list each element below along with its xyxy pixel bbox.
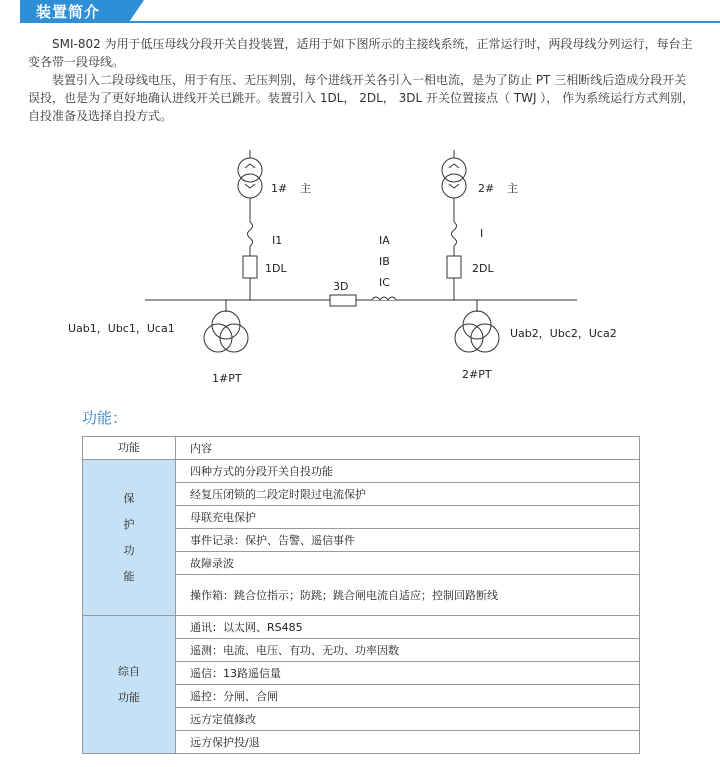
intro-paragraph-2: 装置引入二段母线电压，用于有压、无压判别，每个进线开关各引入一相电流，是为了防止 PT 三相断线后造成分段开关误投，也是为了更好地确认进线开关已跳开。装置引入 1DL， 2DL， 3DL 开关位置接点（ TWJ ）， 作为系统运行方式判别，自投准备及选择自投方式。 bbox=[28, 73, 695, 123]
category-char: 功能 bbox=[118, 690, 140, 704]
category-general bbox=[83, 616, 176, 754]
category-char: 综自 bbox=[118, 664, 140, 678]
pt2-voltage-label: Uab2，Ubc2，Uca2 bbox=[510, 327, 617, 340]
table-header-row bbox=[83, 437, 640, 460]
ct2-label: I bbox=[480, 227, 484, 240]
function-item: 母联充电保护 bbox=[176, 506, 640, 529]
header-underline bbox=[20, 21, 720, 23]
table-row bbox=[83, 616, 640, 639]
transformer-2-lower-coil bbox=[442, 174, 466, 198]
dl3-label: 3D bbox=[333, 280, 349, 293]
header-function: 功能 bbox=[83, 437, 176, 460]
ib-label: IB bbox=[379, 255, 390, 268]
function-item: 遥信：13路遥信量 bbox=[176, 662, 640, 685]
pt-2-coil-a bbox=[463, 311, 491, 339]
ic-label: IC bbox=[379, 276, 390, 289]
function-item: 远方定值修改 bbox=[176, 708, 640, 731]
function-item: 遥测：电流、电压、有功、无功、功率因数 bbox=[176, 639, 640, 662]
t1-lower-mark bbox=[245, 184, 255, 188]
pt1-voltage-label: Uab1，Ubc1，Uca1 bbox=[68, 322, 175, 335]
pt-2-coil-b bbox=[455, 324, 483, 352]
pt-2-coil-c bbox=[471, 324, 499, 352]
ct-abc-icon bbox=[372, 297, 396, 300]
breaker-1dl bbox=[243, 256, 257, 278]
category-char: 护 bbox=[123, 517, 135, 531]
t2-main-label: 主 bbox=[507, 182, 518, 195]
pt2-label: 2#PT bbox=[462, 368, 492, 381]
wiring-diagram bbox=[0, 140, 720, 400]
pt-1-coil-c bbox=[220, 324, 248, 352]
functions-title: 功能： bbox=[82, 409, 128, 427]
function-item: 故障录波 bbox=[176, 552, 640, 575]
category-char: 保 bbox=[123, 491, 135, 505]
table-row bbox=[83, 460, 640, 483]
t2-label: 2# bbox=[478, 182, 495, 195]
transformer-1-upper-coil bbox=[238, 158, 262, 182]
function-item: 四种方式的分段开关自投功能 bbox=[176, 460, 640, 483]
function-item: 通讯：以太网、RS485 bbox=[176, 616, 640, 639]
category-char: 能 bbox=[123, 569, 135, 583]
t1-label: 1# bbox=[271, 182, 288, 195]
section-title: 装置简介 bbox=[36, 3, 101, 21]
intro-paragraph-1: SMI-802 为用于低压母线分段开关自投装置，适用于如下图所示的主接线系统，正常运行时，两段母线分列运行，每台主变各带一段母线。 bbox=[28, 37, 693, 69]
transformer-2-upper-coil bbox=[442, 158, 466, 182]
ct1-label: I1 bbox=[272, 234, 283, 247]
pt-1-coil-b bbox=[204, 324, 232, 352]
header-content: 内容 bbox=[176, 437, 640, 460]
function-item: 远方保护投/退 bbox=[176, 731, 640, 754]
category-char: 功 bbox=[123, 543, 135, 557]
functions-table bbox=[82, 436, 640, 754]
function-item: 事件记录：保护、告警、遥信事件 bbox=[176, 529, 640, 552]
t2-upper-mark bbox=[449, 164, 459, 168]
t1-main-label: 主 bbox=[300, 182, 311, 195]
dl2-label: 2DL bbox=[472, 262, 494, 275]
category-protection bbox=[83, 460, 176, 616]
intro-text bbox=[28, 35, 696, 125]
pt-1-coil-a bbox=[212, 311, 240, 339]
ct-2-icon bbox=[452, 222, 457, 246]
breaker-3dl bbox=[330, 295, 356, 306]
transformer-1-lower-coil bbox=[238, 174, 262, 198]
pt1-label: 1#PT bbox=[212, 372, 242, 385]
function-item: 操作箱：跳合位指示；防跳；跳合闸电流自适应；控制回路断线 bbox=[176, 575, 640, 616]
t1-upper-mark bbox=[245, 164, 255, 168]
function-item: 遥控：分闸、合闸 bbox=[176, 685, 640, 708]
dl1-label: 1DL bbox=[265, 262, 287, 275]
section-header bbox=[0, 0, 720, 24]
function-item: 经复压闭锁的二段定时限过电流保护 bbox=[176, 483, 640, 506]
t2-lower-mark bbox=[449, 184, 459, 188]
breaker-2dl bbox=[447, 256, 461, 278]
ct-1-icon bbox=[248, 222, 253, 246]
ia-label: IA bbox=[379, 234, 390, 247]
